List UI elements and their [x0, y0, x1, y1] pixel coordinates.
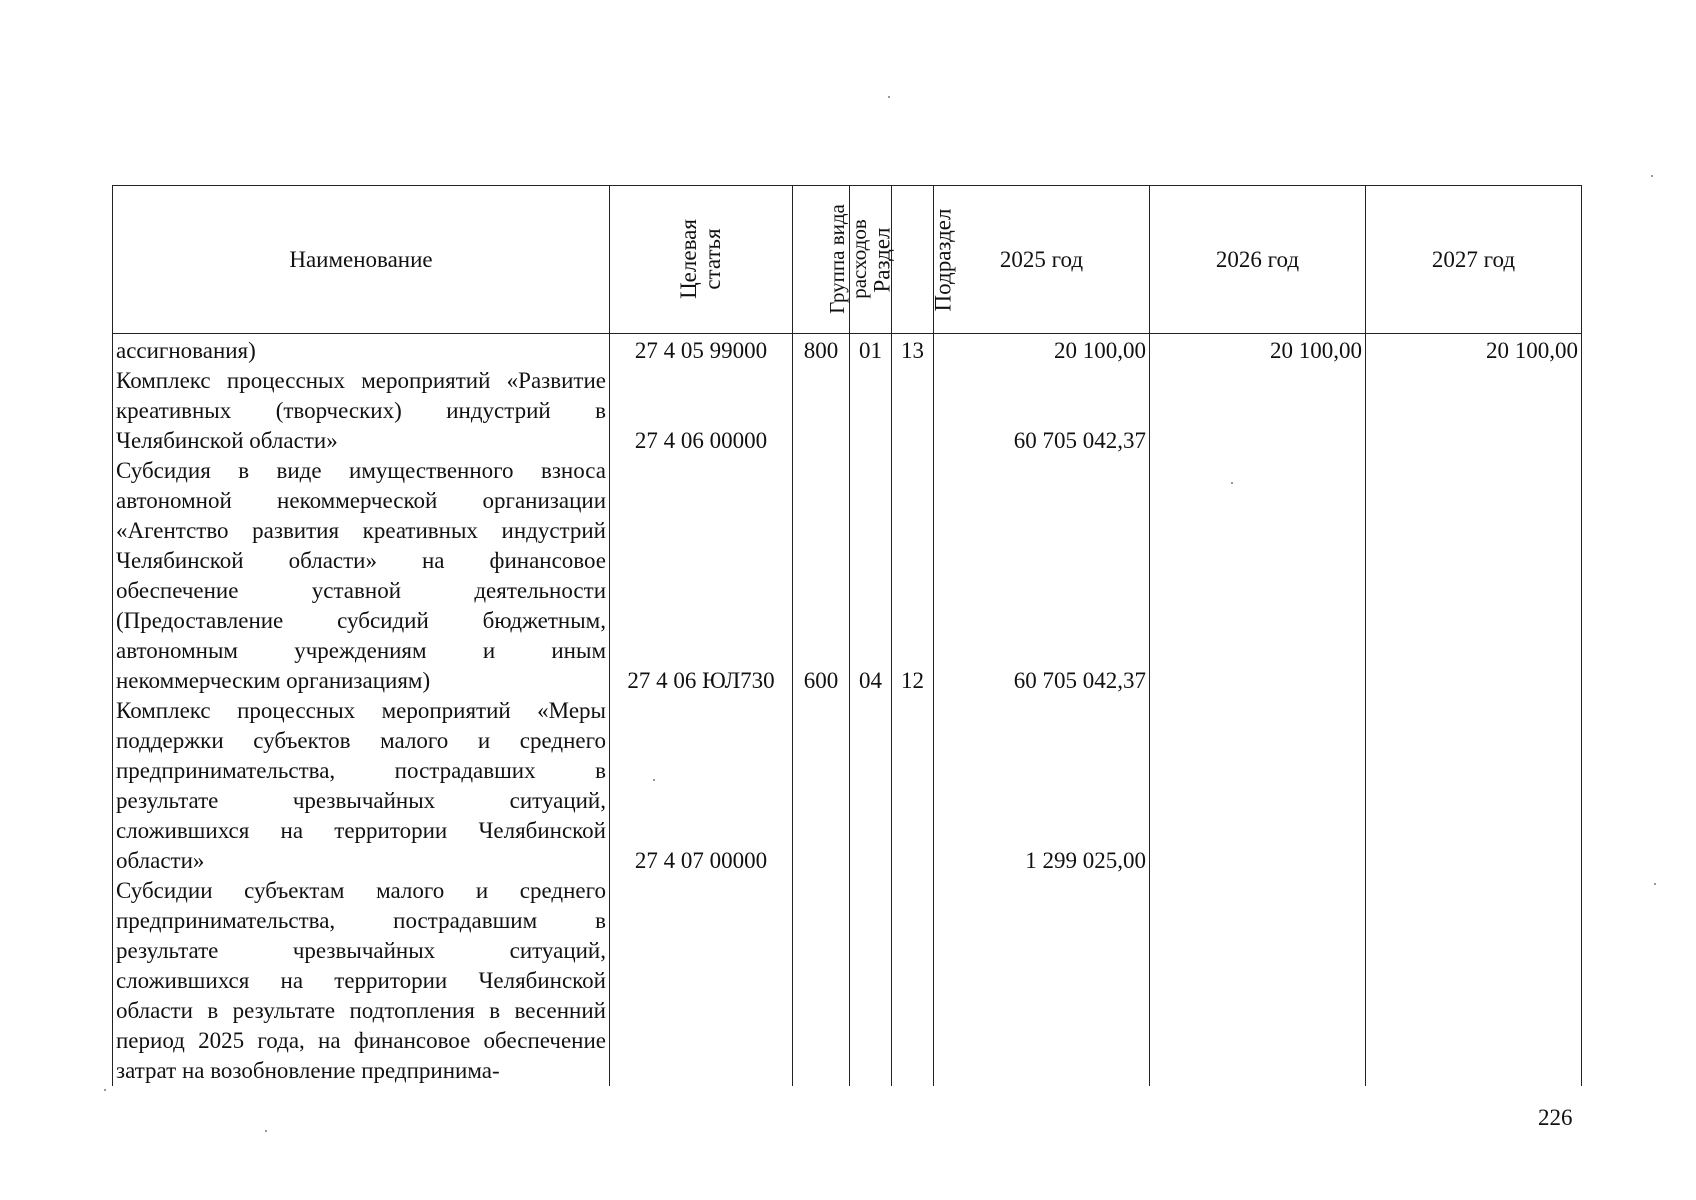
row-expense-group	[793, 696, 850, 876]
row-amount-2026	[1150, 366, 1366, 456]
header-2027: 2027 год	[1366, 186, 1582, 334]
row-target-article: 27 4 07 00000	[610, 696, 793, 876]
scan-speck	[1654, 883, 1656, 885]
row-subsection: 12	[892, 456, 934, 696]
row-amount-2025: 20 100,00	[934, 334, 1150, 367]
table-row	[113, 366, 1582, 456]
row-amount-2026	[1150, 696, 1366, 876]
row-target-article	[610, 876, 793, 1086]
table-row	[113, 876, 1582, 1086]
row-name: ассигнования)	[113, 334, 610, 367]
row-subsection	[892, 696, 934, 876]
table-header-row	[113, 186, 1582, 334]
row-section	[850, 366, 892, 456]
row-name: Комплекс процессных мероприятий «Меры поддержки субъектов малого и среднего предпринимательства, пострадавших в результате чрезвычайных ситуаций, сложившихся на территории Челябинской области»	[113, 696, 610, 876]
header-2025: 2025 год	[934, 186, 1150, 334]
row-amount-2025	[934, 876, 1150, 1086]
row-amount-2027	[1366, 696, 1582, 876]
row-amount-2027	[1366, 456, 1582, 696]
row-amount-2025: 60 705 042,37	[934, 456, 1150, 696]
header-subsection: Подраздел	[892, 186, 934, 334]
scan-speck	[1231, 482, 1233, 484]
row-section: 01	[850, 334, 892, 367]
row-expense-group: 600	[793, 456, 850, 696]
scan-speck	[888, 96, 890, 98]
page-number: 226	[1538, 1105, 1573, 1130]
header-name: Наименование	[113, 186, 610, 334]
header-section: Раздел	[850, 186, 892, 334]
row-amount-2027	[1366, 876, 1582, 1086]
row-expense-group	[793, 876, 850, 1086]
row-name: Субсидии субъектам малого и среднего предпринимательства, пострадавшим в результате чрезвычайных ситуаций, сложившихся на территории Челябинской области в результате подтопления в весенний период 2025 года, на финансовое обеспечение затрат на возобновление предпринима-	[113, 876, 610, 1086]
row-name: Субсидия в виде имущественного взноса автономной некоммерческой организации «Агентство развития креативных индустрий Челябинской области» на финансовое обеспечение уставной деятельности (Предоставление субсидий бюджетным, автономным учреждениям и иным некоммерческим организациям)	[113, 456, 610, 696]
row-section	[850, 696, 892, 876]
scan-speck	[1651, 175, 1653, 177]
row-target-article: 27 4 06 00000	[610, 366, 793, 456]
header-expense-group: Группа вида расходов	[793, 186, 850, 334]
row-target-article: 27 4 06 ЮЛ730	[610, 456, 793, 696]
row-amount-2026: 20 100,00	[1150, 334, 1366, 367]
row-section: 04	[850, 456, 892, 696]
row-subsection	[892, 366, 934, 456]
row-amount-2025: 60 705 042,37	[934, 366, 1150, 456]
row-expense-group: 800	[793, 334, 850, 367]
table-row	[113, 696, 1582, 876]
scan-speck	[104, 1089, 106, 1091]
header-target-article: Целевая статья	[610, 186, 793, 334]
table-row	[113, 334, 1582, 367]
header-2026: 2026 год	[1150, 186, 1366, 334]
row-subsection	[892, 876, 934, 1086]
row-name: Комплекс процессных мероприятий «Развитие креативных (творческих) индустрий в Челябинской области»	[113, 366, 610, 456]
row-amount-2027: 20 100,00	[1366, 334, 1582, 367]
budget-table	[112, 185, 1582, 1086]
row-expense-group	[793, 366, 850, 456]
table-row	[113, 456, 1582, 696]
row-amount-2026	[1150, 876, 1366, 1086]
row-section	[850, 876, 892, 1086]
scan-speck	[653, 779, 655, 781]
row-target-article: 27 4 05 99000	[610, 334, 793, 367]
row-amount-2027	[1366, 366, 1582, 456]
scan-speck	[265, 1130, 267, 1132]
row-amount-2026	[1150, 456, 1366, 696]
row-subsection: 13	[892, 334, 934, 367]
row-amount-2025: 1 299 025,00	[934, 696, 1150, 876]
